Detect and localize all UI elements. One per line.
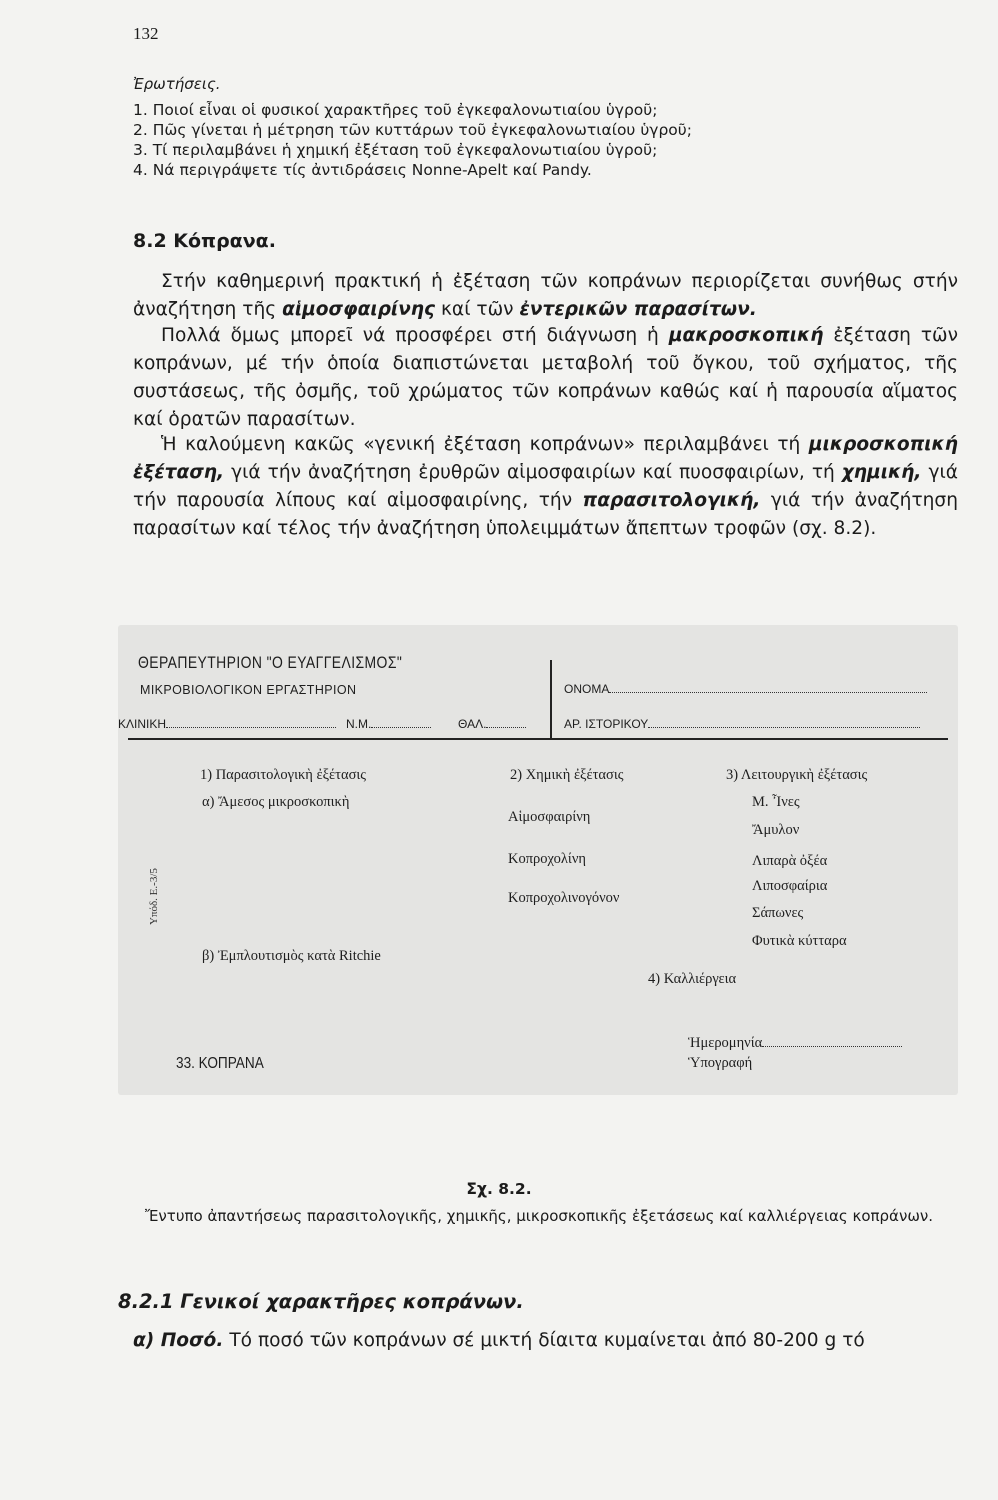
emphasis-term: χημική, [841, 462, 922, 483]
paragraph-2 [133, 322, 958, 434]
lab-report-form [118, 625, 958, 1095]
paragraph-3 [133, 431, 958, 543]
emphasis-term: παρασιτολογική, [582, 490, 761, 511]
page-number: 132 [133, 24, 159, 43]
figure-caption: Ἔντυπο ἀπαντήσεως παρασιτολογικῆς, χημικῆς, μικροσκοπικῆς ἐξετάσεως καί καλλιέργειας κοπράνων. [144, 1207, 934, 1225]
chemical-item: Αἱμοσφαιρίνη [508, 809, 591, 825]
form-divider-vertical [550, 660, 552, 738]
chemical-heading: 2) Χημικὴ ἐξέτασις [510, 767, 624, 783]
chemical-item: Κοπροχολινογόνον [508, 890, 620, 906]
culture-heading: 4) Καλλιέργεια [648, 971, 737, 987]
form-record-field [564, 717, 920, 731]
quantity-paragraph [133, 1330, 958, 1351]
form-title: 33. ΚΟΠΡΑΝΑ [176, 1055, 264, 1072]
form-divider-horizontal [128, 738, 948, 740]
form-room-field [458, 717, 526, 731]
figure-label: Σχ. 8.2. [466, 1180, 532, 1198]
chemical-item: Κοπροχολίνη [508, 851, 586, 867]
date-label: Ἡμερομηνία [688, 1035, 763, 1051]
emphasis-term: ἐντερικῶν παρασίτων. [519, 299, 757, 320]
paragraph-text: Τό ποσό τῶν κοπράνων σέ μικτή δίαιτα κυμαίνεται ἀπό 80-200 g τό [223, 1330, 865, 1351]
question-item: 3. Τί περιλαμβάνει ἡ χημική ἐξέταση τοῦ ἐγκεφαλονωτιαίου ὑγροῦ; [133, 141, 658, 159]
quantity-label: α) Ποσό. [133, 1330, 224, 1351]
form-clinic-name: ΘΕΡΑΠΕΥΤΗΡΙΟΝ "Ο ΕΥΑΓΓΕΛΙΣΜΟΣ" [138, 653, 403, 672]
functional-item: Λιπαρὰ ὀξέα [752, 853, 828, 869]
record-field-label: ΑΡ. ΙΣΤΟΡΙΚΟΥ [564, 717, 649, 731]
paragraph-text: γιά τήν παρουσία λίπους καί αἱμοσφαιρίνης, τήν [133, 462, 959, 511]
form-name-field [564, 682, 927, 696]
emphasis-term: μικροσκοπική ἐξέταση, [133, 434, 958, 483]
paragraph-text: Ἡ καλούμενη κακῶς «γενική ἐξέταση κοπράνων» περιλαμβάνει τή [161, 434, 809, 455]
functional-item: Σάπωνες [752, 905, 804, 921]
functional-heading: 3) Λειτουργικὴ ἐξέτασις [726, 767, 868, 783]
emphasis-term: μακροσκοπική [668, 325, 824, 346]
signature-label: Ὑπογραφή [688, 1055, 753, 1071]
emphasis-term: αἱμοσφαιρίνης [282, 299, 436, 320]
nm-field-label: Ν.Μ. [346, 717, 372, 731]
form-clinic-field [118, 717, 336, 731]
paragraph-text: Πολλά ὅμως μπορεῖ νά προσφέρει στή διάγνωση ἡ [161, 325, 669, 346]
paragraph-text: γιά τήν ἀναζήτηση ἐρυθρῶν αἱμοσφαιρίων καί πυοσφαιρίων, τή [224, 462, 842, 483]
question-item: 4. Νά περιγράψετε τίς ἀντιδράσεις Nonne-Apelt καί Pandy. [133, 161, 592, 179]
functional-item: Ἄμυλον [752, 822, 800, 838]
question-item: 2. Πῶς γίνεται ἡ μέτρηση τῶν κυττάρων τοῦ ἐγκεφαλονωτιαίου ὑγροῦ; [133, 121, 692, 139]
paragraph-text: γιά τήν ἀναζήτηση παρασίτων καί τέλος τήν ἀναζήτηση ὑπολειμμάτων ἄπεπτων τροφῶν (σχ. 8.2). [133, 490, 958, 539]
functional-item: Φυτικὰ κύτταρα [752, 933, 847, 949]
section-title: 8.2 Κόπρανα. [133, 230, 276, 252]
date-field [688, 1035, 902, 1052]
form-nm-field [346, 717, 431, 731]
form-lab-name: ΜΙΚΡΟΒΙΟΛΟΓΙΚΟΝ ΕΡΓΑΣΤΗΡΙΟΝ [140, 683, 357, 697]
questions-list [133, 100, 933, 180]
paragraph-1 [133, 268, 958, 324]
form-code-note: Υπόδ. Ε.-3/5 [148, 868, 160, 925]
clinic-field-label: ΚΛΙΝΙΚΗ [118, 717, 167, 731]
questions-heading: Ἐρωτήσεις. [133, 75, 221, 93]
name-field-label: ΟΝΟΜΑ [564, 682, 610, 696]
paragraph-text: Στήν καθημερινή πρακτική ἡ ἐξέταση τῶν κοπράνων περιορίζεται συνήθως στήν ἀναζήτηση τῆς [133, 271, 958, 320]
subsection-title: 8.2.1 Γενικοί χαρακτῆρες κοπράνων. [118, 1290, 524, 1313]
question-item: 1. Ποιοί εἶναι οἱ φυσικοί χαρακτῆρες τοῦ ἐγκεφαλονωτιαίου ὑγροῦ; [133, 101, 658, 119]
functional-item: Λιποσφαίρια [752, 878, 828, 894]
parasitology-heading: 1) Παρασιτολογικὴ ἐξέτασις [200, 767, 367, 783]
direct-microscopy: α) Ἄμεσος μικροσκοπικὴ [202, 794, 350, 810]
ritchie-enrichment: β) Ἐμπλουτισμὸς κατὰ Ritchie [202, 948, 381, 964]
paragraph-text: ἐξέταση τῶν κοπράνων, μέ τήν ὁποία διαπιστώνεται μεταβολή τοῦ ὄγκου, τοῦ σχήματος, τῆς συστάσεως, τῆς ὀσμῆς, τοῦ χρώματος τῶν κοπράνων καθώς καί ἡ παρουσία αἵματος καί ὁρατῶν παρασίτων. [133, 325, 958, 430]
paragraph-text: καί τῶν [435, 299, 520, 320]
room-field-label: ΘΑΛ. [458, 717, 487, 731]
functional-item: Μ. Ἶνες [752, 794, 800, 810]
